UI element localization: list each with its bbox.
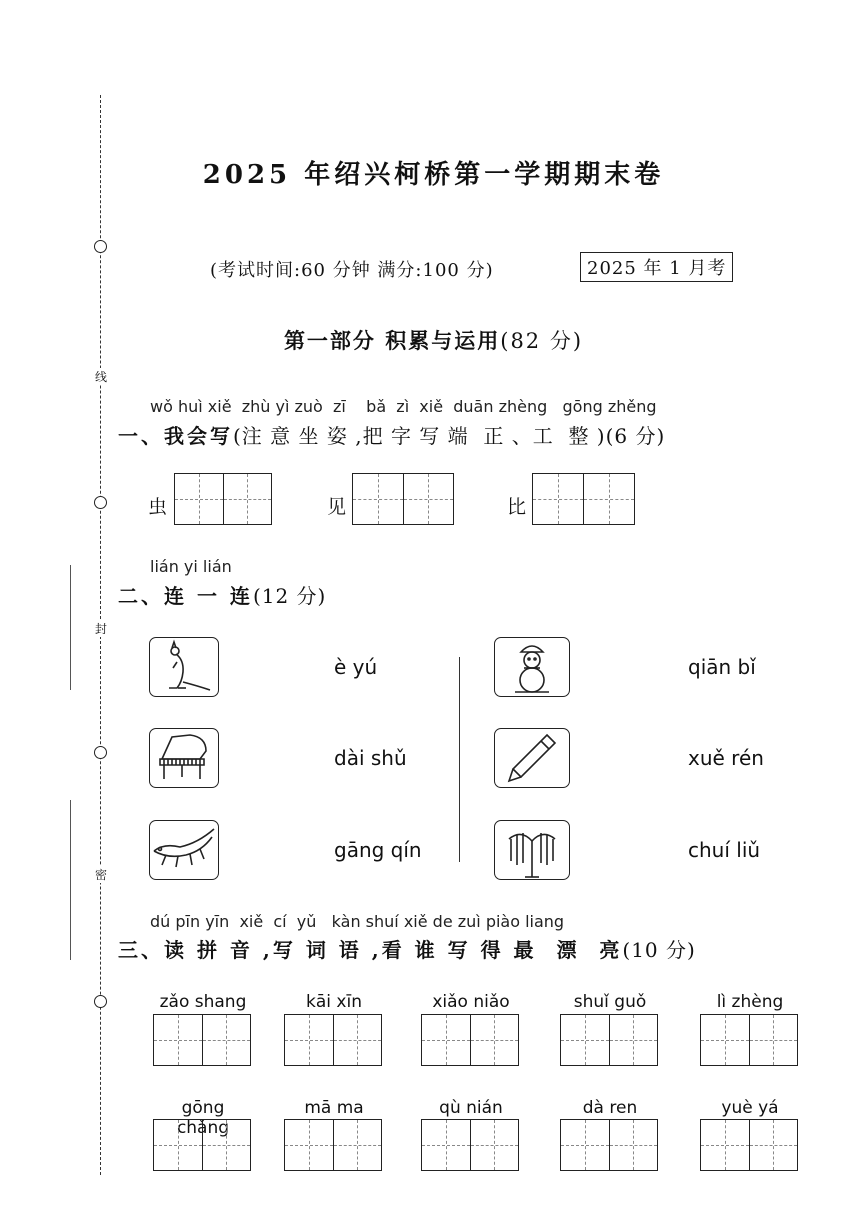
- margin-label-xian: 线: [94, 370, 107, 384]
- q1-score: (6 分): [605, 424, 666, 448]
- q2-title: 二、连 一 连: [118, 584, 253, 608]
- writing-grid[interactable]: [700, 1119, 798, 1171]
- page-title: 2025 年绍兴柯桥第一学期期末卷: [202, 160, 665, 190]
- q1-title: 一、我会写: [118, 424, 233, 448]
- char-bi: 比: [507, 496, 527, 518]
- writing-grid[interactable]: [153, 1119, 251, 1171]
- date-box: 2025 年 1 月考: [580, 252, 733, 282]
- q3-title: 三、读 拼 音 ,写 词 语 ,看 谁 写 得 最 漂 亮: [118, 938, 623, 962]
- writing-grid[interactable]: [421, 1119, 519, 1171]
- binding-hole: [94, 746, 107, 759]
- writing-grid[interactable]: [284, 1119, 382, 1171]
- q3-score: (10 分): [622, 938, 696, 962]
- writing-grid[interactable]: [700, 1014, 798, 1066]
- pinyin-dai-shu[interactable]: dài shǔ: [334, 746, 407, 770]
- char-jian: 见: [327, 496, 347, 518]
- pinyin-e-yu[interactable]: è yú: [334, 655, 378, 679]
- word-pinyin: xiǎo niǎo: [432, 992, 510, 1012]
- writing-grid[interactable]: [352, 473, 454, 525]
- willow-icon[interactable]: [494, 820, 570, 880]
- q1-title-rest: (注 意 坐 姿 ,把 字 写 端 正 、工 整 ): [233, 424, 606, 448]
- binding-hole: [94, 995, 107, 1008]
- q2-heading: [118, 580, 326, 609]
- writing-grid[interactable]: [560, 1014, 658, 1066]
- word-pinyin: shuǐ guǒ: [573, 992, 647, 1012]
- q1-pinyin: wǒ huì xiě zhù yì zuò zī bǎ zì xiě duān zhèng gōng zhěng: [150, 397, 657, 416]
- crocodile-icon[interactable]: [149, 820, 219, 880]
- snowman-icon[interactable]: [494, 637, 570, 697]
- word-pinyin: yuè yá: [721, 1098, 779, 1118]
- word-pinyin: kāi xīn: [306, 992, 362, 1012]
- word-pinyin: mā ma: [304, 1098, 364, 1118]
- writing-grid[interactable]: [153, 1014, 251, 1066]
- writing-grid[interactable]: [284, 1014, 382, 1066]
- margin-label-mi: 密: [94, 868, 107, 882]
- part-score: (82 分): [500, 329, 584, 353]
- margin-label-feng: 封: [94, 622, 107, 636]
- piano-icon[interactable]: [149, 728, 219, 788]
- q3-heading: [118, 934, 696, 963]
- q3-pinyin: dú pīn yīn xiě cí yǔ kàn shuí xiě de zuì piào liang: [150, 912, 565, 931]
- writing-grid[interactable]: [532, 473, 635, 525]
- word-pinyin: gōng chǎng: [176, 1098, 230, 1138]
- pinyin-chui-liu[interactable]: chuí liǔ: [688, 838, 761, 862]
- part-heading: [0, 325, 867, 355]
- char-chong: 虫: [148, 496, 168, 518]
- kangaroo-icon[interactable]: [149, 637, 219, 697]
- binding-hole: [94, 496, 107, 509]
- part-title: 第一部分 积累与运用: [283, 328, 501, 353]
- word-pinyin: zǎo shang: [159, 992, 247, 1012]
- q1-heading: [118, 420, 665, 449]
- binding-hole: [94, 240, 107, 253]
- name-write-line: [70, 565, 71, 690]
- writing-grid[interactable]: [174, 473, 272, 525]
- pencil-icon[interactable]: [494, 728, 570, 788]
- exam-meta: (考试时间:60 分钟 满分:100 分): [210, 260, 494, 281]
- pinyin-gang-qin[interactable]: gāng qín: [334, 838, 422, 862]
- q2-score: (12 分): [252, 584, 327, 608]
- word-pinyin: lì zhèng: [716, 992, 784, 1012]
- q2-pinyin: lián yi lián: [150, 557, 232, 576]
- word-pinyin: dà ren: [582, 1098, 638, 1118]
- class-write-line: [70, 800, 71, 960]
- writing-grid[interactable]: [560, 1119, 658, 1171]
- word-pinyin: qù nián: [439, 1098, 503, 1118]
- pinyin-qian-bi[interactable]: qiān bǐ: [688, 655, 756, 679]
- match-divider: [459, 657, 460, 862]
- pinyin-xue-ren[interactable]: xuě rén: [688, 746, 764, 770]
- writing-grid[interactable]: [421, 1014, 519, 1066]
